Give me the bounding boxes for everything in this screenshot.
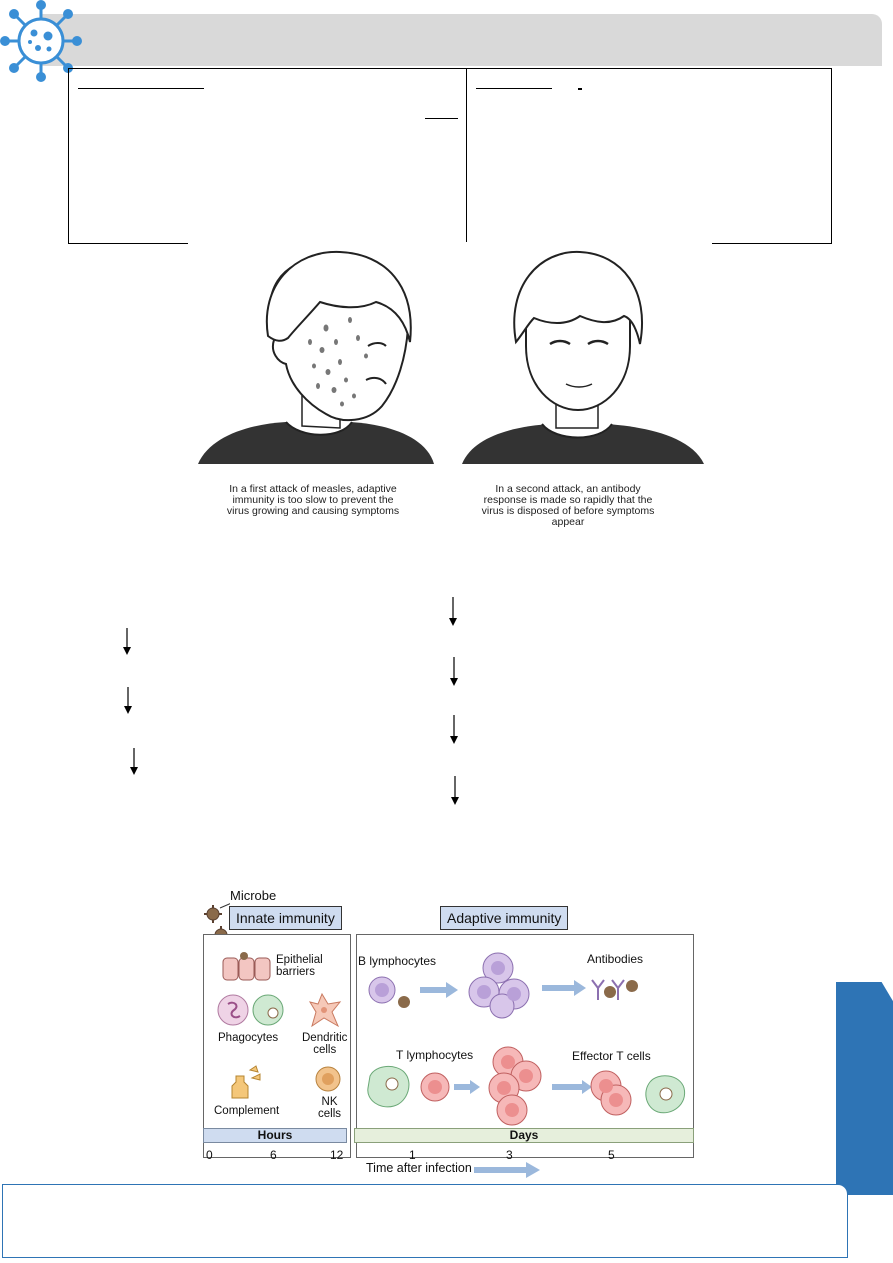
immunity-diagram <box>196 884 706 1180</box>
adaptive-immunity-title: Adaptive immunity <box>440 906 568 930</box>
tick-label: 6 <box>270 1148 277 1162</box>
nk-cells-label: NK cells <box>318 1096 342 1120</box>
phagocytes-label: Phagocytes <box>218 1032 279 1044</box>
header-bar <box>40 14 882 66</box>
epithelial-label: Epithelial barriers <box>276 954 323 978</box>
antibodies-label: Antibodies <box>587 952 644 966</box>
effector-t-cells-label: Effector T cells <box>572 1049 651 1063</box>
b-cell-icon <box>364 972 414 1012</box>
underline-mark <box>425 118 458 119</box>
side-tab <box>836 982 893 1195</box>
heading-underline-right <box>476 88 552 89</box>
complement-label: Complement <box>214 1105 280 1117</box>
t-lymphocytes-label: T lymphocytes <box>396 1048 474 1062</box>
time-arrow-icon <box>474 1162 540 1178</box>
down-arrow-icon <box>122 628 132 656</box>
epithelial-icon <box>222 952 272 982</box>
comparison-table <box>68 68 832 244</box>
healthy-boy-figure <box>462 252 704 464</box>
b-lymphocytes-label: B lymphocytes <box>358 954 437 968</box>
innate-immunity-title: Innate immunity <box>229 906 342 930</box>
arrow-right-icon <box>552 1080 592 1094</box>
caption-first-attack: In a first attack of measles, adaptive immunity is too slow to prevent the virus growing and causing symptoms <box>226 483 400 517</box>
b-cell-cluster-icon <box>466 950 536 1020</box>
hours-bar: Hours <box>203 1128 347 1143</box>
time-axis-label: Time after infection <box>366 1161 472 1175</box>
t-cell-icon <box>418 1070 452 1104</box>
effector-t-cell-icon <box>588 1066 688 1122</box>
down-arrow-icon <box>448 597 458 627</box>
heading-underline-left <box>78 88 204 89</box>
complement-icon <box>228 1062 264 1102</box>
phagocyte-icon <box>216 992 288 1028</box>
down-arrow-icon <box>123 687 133 715</box>
tick-label: 5 <box>608 1148 615 1162</box>
down-arrow-icon <box>449 715 459 745</box>
dendritic-icon <box>304 992 344 1030</box>
footer-box <box>2 1184 848 1258</box>
nk-cell-icon <box>313 1064 343 1094</box>
antibody-icon <box>588 970 644 1006</box>
tick-label: 3 <box>506 1148 513 1162</box>
arrow-right-icon <box>454 1080 480 1094</box>
down-arrow-icon <box>449 657 459 687</box>
arrow-right-icon <box>542 980 586 996</box>
tick-label: 0 <box>206 1148 213 1162</box>
tick-label: 1 <box>409 1148 416 1162</box>
microbe-label: Microbe <box>230 888 277 903</box>
down-arrow-icon <box>450 776 460 806</box>
tick-label: 12 <box>330 1148 344 1162</box>
antigen-presenting-cell-icon <box>364 1062 414 1112</box>
dendritic-label: Dendritic cells <box>302 1032 348 1056</box>
table-divider <box>466 68 467 244</box>
t-cell-cluster-icon <box>482 1044 546 1132</box>
caption-second-attack: In a second attack, an antibody response is made so rapidly that the virus is disposed of before symptoms appear <box>481 483 655 528</box>
sick-boy-figure <box>198 252 434 464</box>
arrow-right-icon <box>420 982 458 998</box>
down-arrow-icon <box>129 748 139 776</box>
days-bar: Days <box>354 1128 694 1143</box>
dash-mark <box>578 88 582 90</box>
